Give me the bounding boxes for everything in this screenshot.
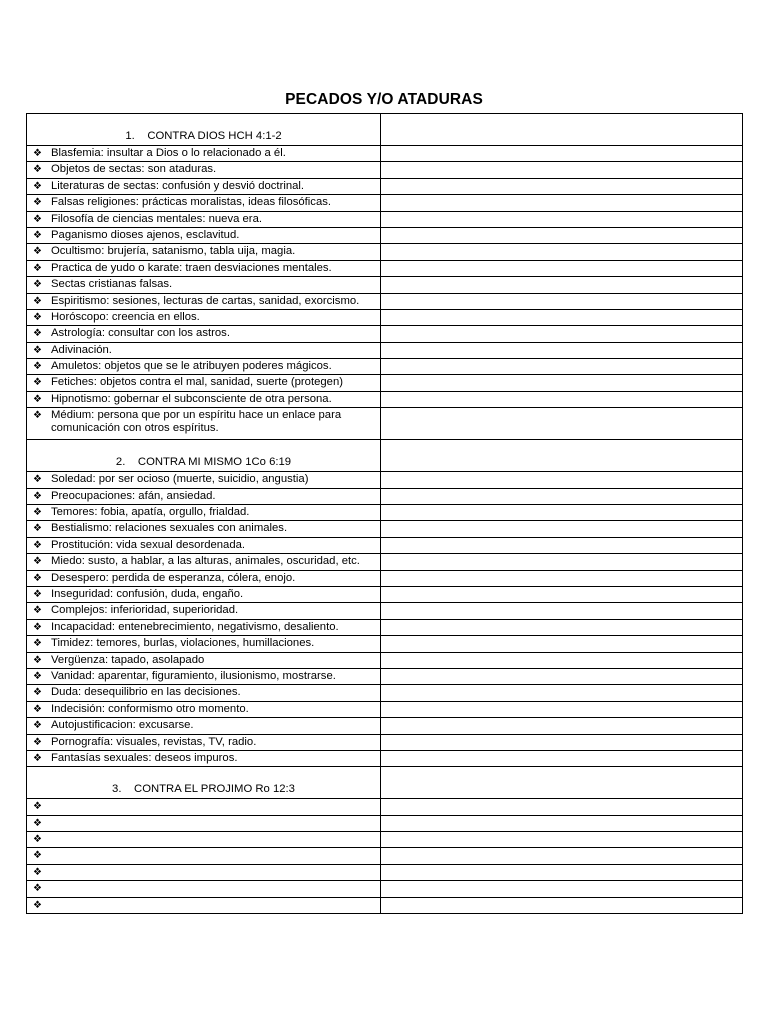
- notes-cell[interactable]: [381, 554, 743, 570]
- diamond-bullet-icon: ❖: [33, 180, 42, 192]
- diamond-bullet-icon: ❖: [33, 361, 42, 373]
- diamond-bullet-icon: ❖: [33, 148, 42, 159]
- item-text: Bestialismo: relaciones sexuales con animales.: [51, 522, 288, 535]
- item-cell: [27, 537, 381, 553]
- notes-cell[interactable]: [381, 685, 743, 701]
- notes-cell[interactable]: [381, 619, 743, 635]
- item-row: [27, 472, 743, 488]
- item-row: [27, 521, 743, 537]
- diamond-bullet-icon: ❖: [33, 295, 42, 307]
- notes-cell[interactable]: [381, 227, 743, 243]
- diamond-bullet-icon: ❖: [33, 834, 42, 846]
- item-text: Ocultismo: brujería, satanismo, tabla uija, magia.: [51, 245, 296, 258]
- item-text: Preocupaciones: afán, ansiedad.: [51, 489, 216, 502]
- item-row: [27, 832, 743, 848]
- notes-cell[interactable]: [381, 668, 743, 684]
- item-text: Espiritismo: sesiones, lecturas de cartas, sanidad, exorcismo.: [51, 294, 360, 307]
- diamond-bullet-icon: ❖: [33, 899, 42, 911]
- item-cell: [27, 815, 381, 831]
- item-text: Inseguridad: confusión, duda, engaño.: [51, 587, 244, 600]
- diamond-bullet-icon: ❖: [33, 279, 42, 291]
- item-cell: [27, 488, 381, 504]
- notes-cell[interactable]: [381, 375, 743, 391]
- item-text: Temores: fobia, apatía, orgullo, frialdad.: [51, 506, 250, 519]
- diamond-bullet-icon: ❖: [33, 213, 42, 225]
- item-cell: [27, 326, 381, 342]
- item-text: Adivinación.: [51, 343, 112, 356]
- item-row: [27, 293, 743, 309]
- item-cell: [27, 734, 381, 750]
- item-cell: [27, 848, 381, 864]
- item-row: [27, 668, 743, 684]
- section-header-row: [27, 440, 743, 472]
- section-heading: CONTRA MI MISMO 1Co 6:19: [137, 456, 292, 469]
- item-cell: [27, 521, 381, 537]
- notes-cell[interactable]: [381, 211, 743, 227]
- item-row: [27, 636, 743, 652]
- item-text: Filosofía de ciencias mentales: nueva era.: [51, 212, 262, 225]
- diamond-bullet-icon: ❖: [33, 817, 42, 829]
- section-header-row: [27, 767, 743, 799]
- notes-cell[interactable]: [381, 881, 743, 897]
- diamond-bullet-icon: ❖: [33, 605, 42, 617]
- item-row: [27, 586, 743, 602]
- notes-cell[interactable]: [381, 767, 743, 799]
- notes-cell[interactable]: [381, 178, 743, 194]
- notes-cell[interactable]: [381, 832, 743, 848]
- item-row: [27, 897, 743, 913]
- diamond-bullet-icon: ❖: [33, 556, 42, 568]
- item-text: Objetos de sectas: son ataduras.: [51, 163, 217, 176]
- item-row: [27, 260, 743, 276]
- item-cell: [27, 277, 381, 293]
- notes-cell[interactable]: [381, 472, 743, 488]
- item-row: [27, 408, 743, 440]
- diamond-bullet-icon: ❖: [33, 801, 42, 813]
- item-row: [27, 178, 743, 194]
- item-cell: [27, 619, 381, 635]
- item-row: [27, 375, 743, 391]
- notes-cell[interactable]: [381, 359, 743, 375]
- item-row: [27, 570, 743, 586]
- item-cell: [27, 864, 381, 880]
- item-text: Paganismo dioses ajenos, esclavitud.: [51, 228, 240, 241]
- notes-cell[interactable]: [381, 505, 743, 521]
- item-text: Amuletos: objetos que se le atribuyen poderes mágicos.: [51, 360, 332, 373]
- diamond-bullet-icon: ❖: [33, 523, 42, 535]
- item-cell: [27, 701, 381, 717]
- item-text: Médium: persona que por un espíritu hace un enlace para comunicación con otros espíritus.: [51, 409, 342, 435]
- item-text: Fantasías sexuales: deseos impuros.: [51, 751, 238, 764]
- notes-cell[interactable]: [381, 815, 743, 831]
- notes-cell[interactable]: [381, 897, 743, 913]
- notes-cell[interactable]: [381, 391, 743, 407]
- section-heading-cell: [27, 440, 381, 472]
- section-heading-cell: [27, 114, 381, 146]
- section-heading: CONTRA EL PROJIMO Ro 12:3: [134, 783, 295, 796]
- item-cell: [27, 832, 381, 848]
- item-row: [27, 799, 743, 815]
- item-cell: [27, 685, 381, 701]
- item-cell: [27, 881, 381, 897]
- item-text: Duda: desequilibrio en las decisiones.: [51, 686, 241, 699]
- item-cell: [27, 146, 381, 162]
- item-cell: [27, 636, 381, 652]
- notes-cell[interactable]: [381, 146, 743, 162]
- item-row: [27, 881, 743, 897]
- notes-cell[interactable]: [381, 701, 743, 717]
- diamond-bullet-icon: ❖: [33, 197, 42, 209]
- item-cell: [27, 586, 381, 602]
- notes-cell[interactable]: [381, 195, 743, 211]
- item-cell: [27, 668, 381, 684]
- item-cell: [27, 897, 381, 913]
- diamond-bullet-icon: ❖: [33, 621, 42, 633]
- item-cell: [27, 162, 381, 178]
- item-cell: [27, 603, 381, 619]
- notes-cell[interactable]: [381, 521, 743, 537]
- notes-cell[interactable]: [381, 864, 743, 880]
- item-cell: [27, 342, 381, 358]
- item-text: Timidez: temores, burlas, violaciones, humillaciones.: [51, 637, 315, 650]
- section-number: 2.: [115, 456, 126, 469]
- item-cell: [27, 472, 381, 488]
- diamond-bullet-icon: ❖: [33, 164, 42, 176]
- item-row: [27, 652, 743, 668]
- item-row: [27, 718, 743, 734]
- diamond-bullet-icon: ❖: [33, 344, 42, 356]
- notes-cell[interactable]: [381, 586, 743, 602]
- item-row: [27, 488, 743, 504]
- item-cell: [27, 554, 381, 570]
- section-heading-cell: [27, 767, 381, 799]
- item-row: [27, 815, 743, 831]
- item-text: Autojustificacion: excusarse.: [51, 719, 194, 732]
- item-text: Indecisión: conformismo otro momento.: [51, 702, 249, 715]
- diamond-bullet-icon: ❖: [33, 539, 42, 551]
- item-row: [27, 603, 743, 619]
- notes-cell[interactable]: [381, 799, 743, 815]
- item-row: [27, 554, 743, 570]
- item-row: [27, 864, 743, 880]
- item-row: [27, 701, 743, 717]
- item-cell: [27, 750, 381, 766]
- item-cell: [27, 309, 381, 325]
- diamond-bullet-icon: ❖: [33, 507, 42, 519]
- diamond-bullet-icon: ❖: [33, 311, 42, 323]
- notes-cell[interactable]: [381, 488, 743, 504]
- item-text: Sectas cristianas falsas.: [51, 278, 173, 291]
- diamond-bullet-icon: ❖: [33, 229, 42, 241]
- diamond-bullet-icon: ❖: [33, 410, 42, 422]
- diamond-bullet-icon: ❖: [33, 736, 42, 748]
- notes-cell[interactable]: [381, 326, 743, 342]
- notes-cell[interactable]: [381, 162, 743, 178]
- item-row: [27, 505, 743, 521]
- item-row: [27, 309, 743, 325]
- item-row: [27, 277, 743, 293]
- item-text: Pornografía: visuales, revistas, TV, radio.: [51, 735, 257, 748]
- item-cell: [27, 799, 381, 815]
- item-text: Fetiches: objetos contra el mal, sanidad, suerte (protegen): [51, 376, 343, 389]
- notes-cell[interactable]: [381, 408, 743, 440]
- item-row: [27, 146, 743, 162]
- item-text: Prostitución: vida sexual desordenada.: [51, 538, 246, 551]
- item-cell: [27, 260, 381, 276]
- item-cell: [27, 359, 381, 375]
- item-text: Blasfemia: insultar a Dios o lo relacionado a él.: [51, 147, 286, 159]
- item-row: [27, 342, 743, 358]
- item-text: Astrología: consultar con los astros.: [51, 327, 230, 340]
- diamond-bullet-icon: ❖: [33, 670, 42, 682]
- diamond-bullet-icon: ❖: [33, 474, 42, 486]
- notes-cell[interactable]: [381, 750, 743, 766]
- notes-cell[interactable]: [381, 652, 743, 668]
- item-text: Falsas religiones: prácticas moralistas, ideas filosóficas.: [51, 196, 332, 209]
- item-text: Horóscopo: creencia en ellos.: [51, 310, 200, 323]
- item-cell: [27, 195, 381, 211]
- item-text: Vanidad: aparentar, figuramiento, ilusionismo, mostrarse.: [51, 669, 336, 682]
- item-row: [27, 326, 743, 342]
- item-row: [27, 211, 743, 227]
- diamond-bullet-icon: ❖: [33, 377, 42, 389]
- notes-cell[interactable]: [381, 114, 743, 146]
- item-row: [27, 848, 743, 864]
- page-title: PECADOS Y/O ATADURAS: [285, 91, 483, 108]
- item-row: [27, 750, 743, 766]
- item-text: Complejos: inferioridad, superioridad.: [51, 604, 239, 617]
- diamond-bullet-icon: ❖: [33, 866, 42, 878]
- item-cell: [27, 570, 381, 586]
- item-text: Soledad: por ser ocioso (muerte, suicidio, angustia): [51, 473, 309, 486]
- item-row: [27, 685, 743, 701]
- notes-cell[interactable]: [381, 440, 743, 472]
- notes-cell[interactable]: [381, 734, 743, 750]
- item-text: Hipnotismo: gobernar el subconsciente de otra persona.: [51, 392, 332, 405]
- diamond-bullet-icon: ❖: [33, 490, 42, 502]
- item-cell: [27, 244, 381, 260]
- section-heading: CONTRA DIOS HCH 4:1-2: [147, 130, 282, 142]
- item-cell: [27, 211, 381, 227]
- diamond-bullet-icon: ❖: [33, 752, 42, 764]
- notes-cell[interactable]: [381, 537, 743, 553]
- diamond-bullet-icon: ❖: [33, 328, 42, 340]
- diamond-bullet-icon: ❖: [33, 850, 42, 862]
- notes-cell[interactable]: [381, 277, 743, 293]
- item-row: [27, 359, 743, 375]
- diamond-bullet-icon: ❖: [33, 572, 42, 584]
- item-row: [27, 195, 743, 211]
- item-cell: [27, 391, 381, 407]
- item-row: [27, 734, 743, 750]
- item-row: [27, 537, 743, 553]
- item-cell: [27, 505, 381, 521]
- notes-cell[interactable]: [381, 570, 743, 586]
- diamond-bullet-icon: ❖: [33, 393, 42, 405]
- item-cell: [27, 652, 381, 668]
- section-header-row: [27, 114, 743, 146]
- item-cell: [27, 293, 381, 309]
- item-cell: [27, 718, 381, 734]
- notes-cell[interactable]: [381, 636, 743, 652]
- diamond-bullet-icon: ❖: [33, 262, 42, 274]
- item-row: [27, 244, 743, 260]
- item-text: Vergüenza: tapado, asolapado: [51, 653, 205, 666]
- diamond-bullet-icon: ❖: [33, 638, 42, 650]
- diamond-bullet-icon: ❖: [33, 703, 42, 715]
- item-text: Incapacidad: entenebrecimiento, negativismo, desaliento.: [51, 620, 339, 633]
- notes-cell[interactable]: [381, 309, 743, 325]
- notes-cell[interactable]: [381, 603, 743, 619]
- notes-cell[interactable]: [381, 718, 743, 734]
- item-cell: [27, 375, 381, 391]
- item-text: Practica de yudo o karate: traen desviaciones mentales.: [51, 261, 332, 274]
- notes-cell[interactable]: [381, 342, 743, 358]
- item-cell: [27, 178, 381, 194]
- notes-cell[interactable]: [381, 260, 743, 276]
- diamond-bullet-icon: ❖: [33, 654, 42, 666]
- item-text: Miedo: susto, a hablar, a las alturas, animales, oscuridad, etc.: [51, 555, 360, 568]
- item-cell: [27, 227, 381, 243]
- item-row: [27, 391, 743, 407]
- sins-table: [26, 113, 743, 914]
- notes-cell[interactable]: [381, 848, 743, 864]
- item-row: [27, 619, 743, 635]
- diamond-bullet-icon: ❖: [33, 883, 42, 895]
- diamond-bullet-icon: ❖: [33, 246, 42, 258]
- diamond-bullet-icon: ❖: [33, 588, 42, 600]
- item-text: Literaturas de sectas: confusión y desvió doctrinal.: [51, 179, 305, 192]
- item-text: Desespero: perdida de esperanza, cólera, enojo.: [51, 571, 296, 584]
- item-row: [27, 162, 743, 178]
- item-row: [27, 227, 743, 243]
- notes-cell[interactable]: [381, 293, 743, 309]
- diamond-bullet-icon: ❖: [33, 720, 42, 732]
- item-cell: [27, 408, 381, 440]
- diamond-bullet-icon: ❖: [33, 687, 42, 699]
- section-number: 1.: [125, 130, 135, 142]
- section-number: 3.: [112, 783, 122, 796]
- notes-cell[interactable]: [381, 244, 743, 260]
